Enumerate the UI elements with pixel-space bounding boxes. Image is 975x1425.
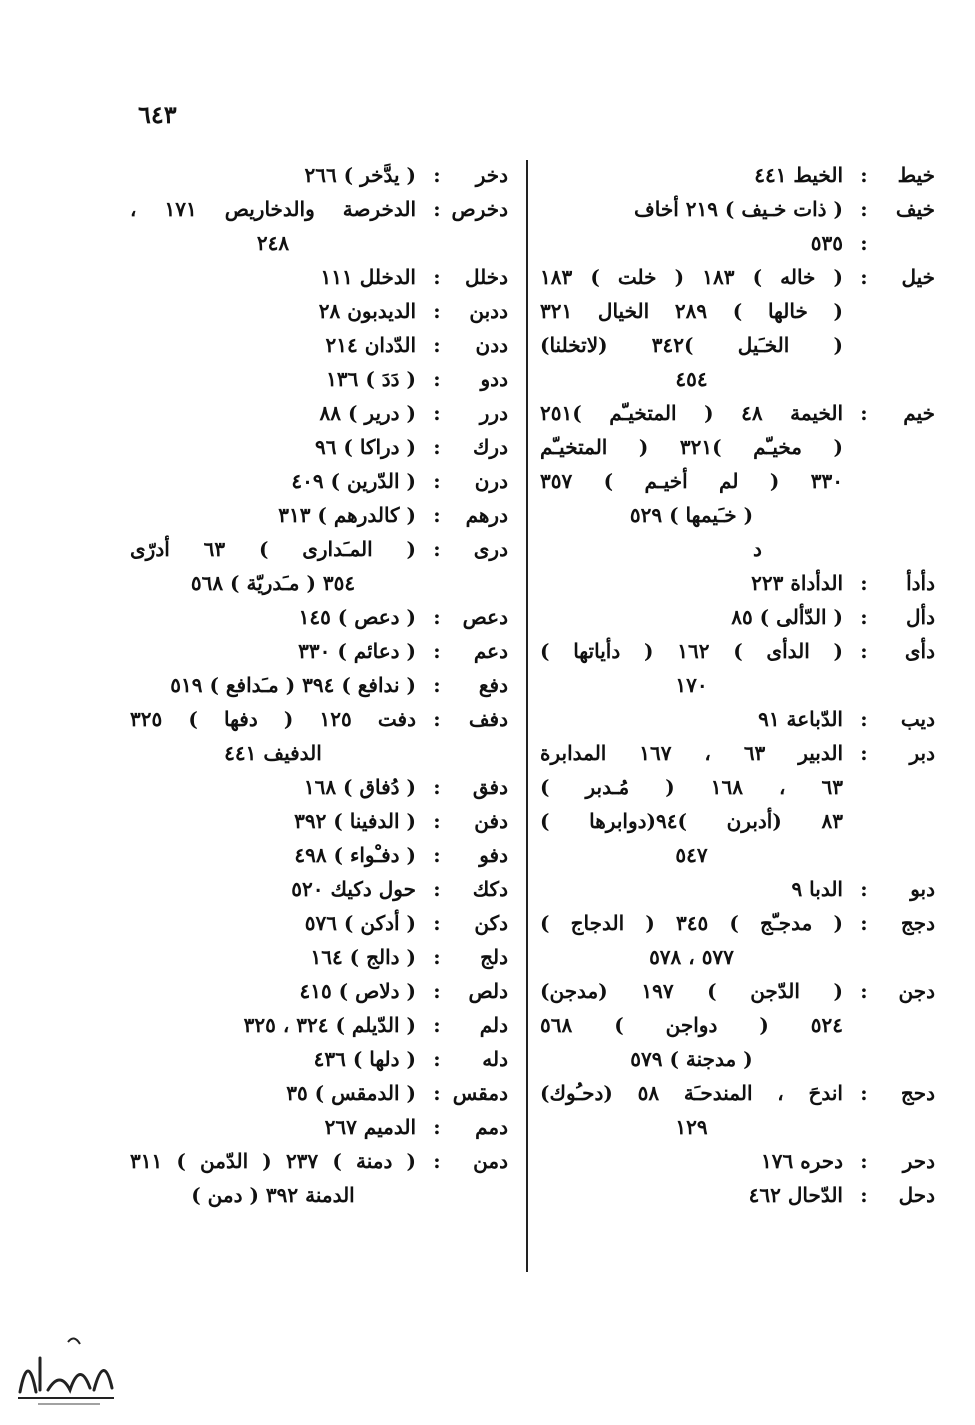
- entry-root: دخر: [475, 163, 508, 187]
- entry-references: [540, 158, 843, 192]
- reference-line: ( مدجنة ) ٥٧٩: [630, 1047, 753, 1071]
- reference-line: ٣٣٠ ( لم أخيـم ) ٣٥٧: [540, 469, 843, 493]
- reference-line: ( المـَدارى ) ٦٣ أدرّى: [130, 537, 416, 561]
- reference-line: ( دفـْواء ) ٤٩٨: [294, 843, 416, 867]
- reference-line: ( كالدرهم ) ٣١٣: [278, 503, 416, 527]
- reference-line: ( ندافع ) ٣٩٤ ( مـَدافع ) ٥١٩: [170, 673, 416, 697]
- index-entry: [130, 1110, 508, 1144]
- entry-references: [540, 736, 843, 872]
- entry-colon: :: [433, 367, 441, 391]
- entry-colon: :: [433, 605, 441, 629]
- reference-line: ( الدفينا ) ٣٩٢: [294, 809, 416, 833]
- entry-colon: :: [433, 1013, 441, 1037]
- entry-root: ددبن: [469, 299, 508, 323]
- entry-references: [130, 532, 416, 600]
- entry-colon: :: [433, 843, 441, 867]
- index-entry: [130, 906, 508, 940]
- index-entry: [130, 1008, 508, 1042]
- entry-references: [130, 702, 416, 770]
- entry-root: خيف: [895, 197, 935, 221]
- page-number: ٦٤٣: [138, 100, 177, 129]
- entry-root: دفف: [468, 707, 508, 731]
- entry-colon: :: [860, 979, 868, 1003]
- index-entry: [130, 702, 508, 770]
- entry-root: دجن: [898, 979, 935, 1003]
- entry-root: دعم: [473, 639, 508, 663]
- entry-colon: :: [433, 163, 441, 187]
- reference-line: ٣٥٤ ( مـَدريّة ) ٥٦٨: [190, 571, 356, 595]
- entry-references: [130, 1008, 416, 1042]
- reference-line: ٤٥٤: [675, 367, 708, 391]
- reference-line: ( مدجـّج ) ٣٤٥ ( الدجاج ): [540, 911, 843, 935]
- entry-colon: :: [433, 1115, 441, 1139]
- index-entry: [540, 158, 935, 192]
- entry-references: [540, 600, 843, 634]
- reference-line: الدفيف ٤٤١: [224, 741, 322, 765]
- index-entry: [540, 1178, 935, 1212]
- index-entry: [130, 872, 508, 906]
- reference-line: الدّدان ٢١٤: [325, 333, 416, 357]
- entry-references: [540, 396, 843, 532]
- entry-root: دجج: [900, 911, 935, 935]
- entry-references: [130, 498, 416, 532]
- entry-root: دعص: [462, 605, 508, 629]
- entry-colon: :: [433, 537, 441, 561]
- entry-references: [130, 396, 416, 430]
- index-entry: [540, 1144, 935, 1178]
- entry-root: دخلل: [464, 265, 508, 289]
- index-entry: [540, 260, 935, 396]
- reference-line: ٥٤٧: [675, 843, 708, 867]
- reference-line: ( الدّألى ) ٨٥: [731, 605, 843, 629]
- entry-root: دخرص: [451, 197, 508, 221]
- reference-line: ( درير ) ٨٨: [319, 401, 416, 425]
- entry-root: دفن: [474, 809, 508, 833]
- index-entry: [540, 1076, 935, 1144]
- entry-references: [130, 328, 416, 362]
- entry-colon: :: [860, 571, 868, 595]
- reference-line: ( الدّيلم ) ٣٢٤ ، ٣٢٥: [243, 1013, 416, 1037]
- entry-root: دحل: [898, 1183, 935, 1207]
- reference-line: دفت ١٢٥ ( دفها ) ٣٢٥: [130, 707, 416, 731]
- reference-line: حول دكيك ٥٢٠: [291, 877, 416, 901]
- entry-references: [130, 838, 416, 872]
- reference-line: ٥٣٥: [810, 231, 843, 255]
- entry-references: [130, 1042, 416, 1076]
- reference-line: ١٧٠: [675, 673, 708, 697]
- entry-root: خيل: [901, 265, 935, 289]
- entry-root: دلص: [468, 979, 508, 1003]
- entry-colon: :: [860, 707, 868, 731]
- reference-line: ( خاله ) ١٨٣ ( خلت ) ١٨٣: [540, 265, 843, 289]
- index-entry: [130, 362, 508, 396]
- entry-colon: :: [433, 197, 441, 221]
- reference-line: ( مخيـّم )٣٢١ ( المتخيـّم: [540, 435, 843, 459]
- index-entry: [130, 838, 508, 872]
- entry-colon: :: [433, 435, 441, 459]
- entry-root: دأدأ: [906, 571, 935, 595]
- reference-line: الدّباعة ٩١: [758, 707, 843, 731]
- entry-root: خيم: [903, 401, 935, 425]
- entry-colon: :: [860, 877, 868, 901]
- entry-references: [130, 1144, 416, 1212]
- entry-root: دله: [482, 1047, 508, 1071]
- reference-line: ( دمنة ) ٢٣٧ ( الدّمن ) ٣١١: [130, 1149, 416, 1173]
- reference-line: ( دراكا ) ٩٦: [314, 435, 416, 459]
- entry-colon: :: [860, 197, 868, 221]
- entry-colon: :: [433, 1047, 441, 1071]
- entry-colon: :: [860, 911, 868, 935]
- entry-colon: :: [433, 639, 441, 663]
- entry-references: [130, 872, 416, 906]
- reference-line: الدمنة ٣٩٢ ( دمن ): [191, 1183, 355, 1207]
- entry-references: [130, 158, 416, 192]
- entry-colon: :: [860, 639, 868, 663]
- index-entry: [540, 566, 935, 600]
- entry-references: [130, 804, 416, 838]
- entry-colon: :: [433, 265, 441, 289]
- index-entry: [130, 260, 508, 294]
- entry-root: دمقس: [452, 1081, 508, 1105]
- reference-line: الدأداة ٢٢٣: [751, 571, 843, 595]
- index-entry: [540, 396, 935, 532]
- entry-colon: :: [860, 163, 868, 187]
- entry-colon: :: [433, 469, 441, 493]
- entry-colon: :: [860, 605, 868, 629]
- reference-line: ٢٤٨: [256, 231, 290, 255]
- reference-line: ( دلاص ) ٤١٥: [299, 979, 416, 1003]
- index-entry: [540, 974, 935, 1076]
- entry-colon: :: [433, 809, 441, 833]
- entry-root: دبو: [910, 877, 935, 901]
- reference-line: الدخرصة والدخاريص ١٧١ ،: [130, 197, 417, 221]
- reference-line: ( الخـَيل )٣٤٢ (لاتخلنا): [540, 333, 844, 357]
- reference-line: ( خـَيمها ) ٥٢٩: [629, 503, 754, 527]
- reference-line: ( دعص ) ١٤٥: [298, 605, 416, 629]
- reference-line: ١٢٩: [675, 1115, 708, 1139]
- index-entry: [540, 634, 935, 702]
- entry-colon: :: [860, 265, 868, 289]
- entry-colon: :: [433, 775, 441, 799]
- entry-colon: :: [860, 741, 868, 765]
- entry-root: درى: [473, 537, 508, 561]
- entry-references: [130, 600, 416, 634]
- entry-root: دأى: [904, 639, 935, 663]
- entry-references: [130, 906, 416, 940]
- entry-colon: :: [433, 1149, 441, 1173]
- entry-colon: :: [433, 945, 441, 969]
- entry-root: ددو: [480, 367, 508, 391]
- entry-references: [540, 566, 843, 600]
- reference-line: ( دالج ) ١٦٤: [310, 945, 416, 969]
- entry-references: [540, 192, 843, 226]
- entry-colon: :: [433, 1081, 441, 1105]
- entry-root: دحج: [900, 1081, 935, 1105]
- entry-root: دلج: [480, 945, 508, 969]
- index-entry: [130, 804, 508, 838]
- index-entry: [130, 464, 508, 498]
- reference-line: ( دلها ) ٤٣٦: [313, 1047, 416, 1071]
- entry-references: [130, 1110, 416, 1144]
- entry-root: دمن: [473, 1149, 508, 1173]
- entry-references: [130, 770, 416, 804]
- reference-line: دحره ١٧٦: [761, 1149, 843, 1173]
- index-entry: [130, 940, 508, 974]
- entry-root: ددن: [475, 333, 508, 357]
- reference-line: ٥٢٤ ( دواجن ) ٥٦٨: [540, 1013, 843, 1037]
- index-entry: [130, 498, 508, 532]
- entry-root: خيط: [897, 163, 935, 187]
- reference-line: ٥٧٧ ، ٥٧٨: [649, 945, 734, 969]
- index-entry: [540, 192, 935, 226]
- reference-line: ( الدّجن ) ١٩٧ (مدجن): [540, 979, 843, 1003]
- entry-references: [540, 906, 843, 974]
- index-entry: [130, 192, 508, 260]
- entry-references: [130, 974, 416, 1008]
- index-entry: [130, 974, 508, 1008]
- entry-references: [540, 702, 843, 736]
- entry-colon: :: [433, 673, 441, 697]
- entry-root: دفو: [479, 843, 508, 867]
- entry-references: [130, 668, 416, 702]
- reference-line: ( الدمقس ) ٣٥: [286, 1081, 416, 1105]
- entry-colon: :: [433, 503, 441, 527]
- entry-references: [130, 430, 416, 464]
- entry-colon: :: [433, 401, 441, 425]
- entry-references: [540, 974, 843, 1076]
- index-entry: [130, 600, 508, 634]
- entry-references: [540, 1178, 843, 1212]
- entry-root: دكك: [472, 877, 508, 901]
- reference-line: ( الدأى ) ١٦٢ ( دأياتها ): [540, 639, 843, 663]
- index-entry: [540, 226, 935, 260]
- entry-root: دأل: [906, 605, 935, 629]
- reference-line: الدبا ٩: [791, 877, 843, 901]
- entry-colon: :: [433, 911, 441, 935]
- reference-line: الخيط ٤٤١: [754, 163, 843, 187]
- entry-references: [130, 362, 416, 396]
- index-entry: [130, 1076, 508, 1110]
- reference-line: ( خالها ) ٢٨٩ الخيال ٣٢١: [540, 299, 843, 323]
- reference-line: ( أدكن ) ٥٧٦: [304, 911, 416, 935]
- entry-colon: :: [433, 979, 441, 1003]
- reference-line: ( الدّرين ) ٤٠٩: [291, 469, 416, 493]
- reference-line: الدّحال ٤٦٢: [748, 1183, 843, 1207]
- entry-references: [540, 634, 843, 702]
- reference-line: الدميم ٢٦٧: [324, 1115, 416, 1139]
- reference-line: الدخلل ١١١: [320, 265, 416, 289]
- reference-line: ( دَدَ ) ١٣٦: [326, 367, 416, 391]
- publisher-logo: [8, 1330, 123, 1410]
- entry-references: [130, 940, 416, 974]
- entry-references: [130, 192, 416, 260]
- entry-references: [540, 226, 843, 260]
- entry-root: دلم: [479, 1013, 508, 1037]
- index-entry: [540, 702, 935, 736]
- entry-root: درهم: [465, 503, 508, 527]
- entry-root: دكن: [474, 911, 508, 935]
- entry-colon: :: [433, 333, 441, 357]
- reference-line: الخيمة ٤٨ ( المتخيـّم )٢٥١: [540, 401, 843, 425]
- entry-colon: :: [433, 299, 441, 323]
- entry-root: درر: [479, 401, 508, 425]
- reference-line: اندحَ ، المندحـَة ٥٨ (دحـُوك): [540, 1081, 843, 1105]
- index-entry: [540, 872, 935, 906]
- reference-line: ( ذات خـيف ) ٢١٩ أخاف: [634, 197, 843, 221]
- index-entry: [130, 328, 508, 362]
- entry-root: دفق: [472, 775, 508, 799]
- entry-colon: :: [860, 231, 868, 255]
- index-entry: [130, 1144, 508, 1212]
- entry-root: ديب: [900, 707, 935, 731]
- entry-references: [130, 464, 416, 498]
- entry-root: درك: [472, 435, 508, 459]
- reference-line: ( دعائم ) ٣٣٠: [298, 639, 416, 663]
- reference-line: ٨٣ (أدبرن )٩٤(دوابرها ): [540, 809, 843, 833]
- index-entry: [540, 600, 935, 634]
- left-index-column: [130, 158, 508, 1212]
- entry-colon: :: [860, 401, 868, 425]
- index-entry: [130, 668, 508, 702]
- reference-line: ( دُفاق ) ١٦٨: [303, 775, 416, 799]
- entry-colon: :: [433, 877, 441, 901]
- index-entry: [540, 736, 935, 872]
- entry-root: دبر: [909, 741, 935, 765]
- entry-root: دحر: [902, 1149, 935, 1173]
- index-entry: [540, 906, 935, 974]
- entry-root: دمم: [475, 1115, 508, 1139]
- entry-references: [540, 260, 843, 396]
- index-entry: [130, 634, 508, 668]
- column-divider: [526, 160, 528, 1272]
- entry-colon: :: [860, 1081, 868, 1105]
- index-entry: [130, 396, 508, 430]
- index-entry: [130, 1042, 508, 1076]
- reference-line: الدبير ٦٣ ، ١٦٧ المدابرة: [540, 741, 844, 765]
- reference-line: ٦٣ ، ١٦٨ ( مُـدبر ): [540, 775, 843, 799]
- entry-colon: :: [860, 1183, 868, 1207]
- index-entry: [130, 770, 508, 804]
- entry-root: دفع: [478, 673, 508, 697]
- right-index-column: [540, 158, 935, 1212]
- index-entry: [130, 294, 508, 328]
- entry-colon: :: [860, 1149, 868, 1173]
- entry-references: [540, 872, 843, 906]
- entry-references: [130, 634, 416, 668]
- entry-root: درن: [474, 469, 508, 493]
- entry-references: [130, 294, 416, 328]
- reference-line: الديدبون ٢٨: [318, 299, 416, 323]
- entry-references: [540, 1144, 843, 1178]
- section-letter-heading: د: [753, 537, 762, 561]
- entry-references: [540, 1076, 843, 1144]
- index-entry: [130, 430, 508, 464]
- entry-colon: :: [433, 707, 441, 731]
- reference-line: ( يدَّخر ) ٢٦٦: [304, 163, 416, 187]
- entry-references: [130, 260, 416, 294]
- entry-references: [130, 1076, 416, 1110]
- entry-root: [885, 226, 935, 260]
- index-entry: [130, 158, 508, 192]
- index-entry: [130, 532, 508, 600]
